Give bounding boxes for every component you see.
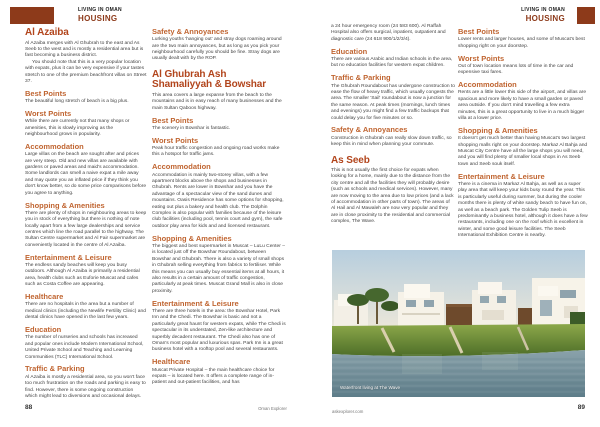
paragraph: Rents are a little lower this side of the airport, and villas are spacious and more likely to have a small garden or paved area outside. If you don't mind travelling a few extra minutes, this is a great opportunity to live in a much bigger villa at a lower price. xyxy=(458,90,587,121)
section-heading: Worst Points xyxy=(25,109,72,118)
paragraph: Lurking youths 'hanging out' and stray dogs roaming around are the two main annoyances, but as long as you pick your neighbourhood carefully you should be fine. Stray dogs are usually dealt with by the ROP. xyxy=(152,37,282,62)
paragraph: The endless sandy beaches will keep you busy outdoors. Although Al Azaiba is primarily a residential area, health clubs such as Euforie Muscat and cafes such as Costa Coffee are appearing. xyxy=(25,263,140,288)
section-heading: Entertainment & Leisure xyxy=(152,298,239,308)
paragraph: The scenery in Bowshar is fantastic. xyxy=(152,125,231,131)
paragraph: It doesn't get much better than having Muscat's two largest shopping malls right on your doorstep. Markaz Al Bahja and Muscat City Centre have all the large shops you will need, and you will find plenty of smaller local shops in As Seeb town and Seeb souk itself. xyxy=(458,136,588,167)
section-heading: Education xyxy=(331,46,368,56)
paragraph: While there are currently not that many shops or amenities, this is slowly improving as the neighbourhood grows in popularity. xyxy=(25,119,130,138)
paragraph: Accommodation is mainly two-storey villas, with a few apartment blocks above the shops and businesses in Ghubrah. Rents are lower in Bowshar and you have the advantage of a spectacular view of the sand dunes and mountains. Oasis Residence has some options for shopping, eating out plus a bakery and health club. The Dolphin Complex is also popular with families because of the leisure club facilities (including pool, tennis court and gym), the safe outdoor play area for kids and and licensed restaurant. xyxy=(152,172,284,229)
area-heading: As Seeb xyxy=(331,154,370,166)
paragraph: The Ghubrah Roundabout has undergone construction to ease the flow of heavy traffic, which usually congests the area. The smaller 'Sail' roundabout is now a junction for the same reason. At peak times (mornings, lunch times and evenings) you might find a few traffic backups that could delay you for five minutes or so. xyxy=(331,83,455,121)
paragraph: Construction in Ghubrah can really slow down traffic, so keep this in mind when planning your commute. xyxy=(331,135,452,148)
photo-caption: Waterfront living at The Wave xyxy=(340,385,401,390)
section-heading: Safety & Annoyances xyxy=(331,125,408,135)
section-heading: Traffic & Parking xyxy=(25,364,85,374)
page-number-left: 88 xyxy=(25,404,33,411)
header-title-right: HOUSING xyxy=(525,13,565,23)
section-heading: Worst Points xyxy=(152,135,199,145)
section-heading: Best Points xyxy=(152,115,194,125)
paragraph: There is a cinema in Markaz Al Bahja, as well as a super play area that will keep your kids busy round the year. This is particularly useful during summer, but during the cooler months there is plenty of white sandy beach to have fun on, as well as a beach park. The Golden Tulip Seeb is predominantly a business hotel, although it does have a few restaurants, including one on the roof which is excellent in winter, and some good leisure facilities. The Seeb International Exhibition Centre is nearby. xyxy=(458,181,588,239)
wave-photo-illustration xyxy=(332,250,585,397)
paragraph: There are plenty of shops in neighbouring areas to keep you in stock of everything but there is nothing of note locally apart from a few large dealerships and service centres which line the road parallel to the highway. The Sultan Centre supermarket and Al Fair supermarket are conveniently located in the centre of Al Azaiba. xyxy=(25,210,147,248)
paragraph: This is not usually the first choice for expats when looking for a home, mainly due to the distance from the city centre and all the facilities they will probably desire (such as schools and medical services). However, many are now moving to the area due to low prices (and a lack of accommodation in other parts of town). The areas of Al Hail and Al Mawaleh are now very popular and they are in close proximity to the residential and commercial complex, The Wave. xyxy=(331,168,454,225)
section-heading: Entertainment & Leisure xyxy=(25,252,112,262)
section-heading: Traffic & Parking xyxy=(331,73,391,83)
section-heading: Worst Points xyxy=(458,53,505,63)
area-heading: Al Azaiba xyxy=(25,27,69,38)
footer-brand-left: Oman Explorer xyxy=(258,406,287,411)
page-header-left xyxy=(78,8,122,23)
section-heading: Healthcare xyxy=(152,357,191,367)
right-page-column-1 xyxy=(331,24,455,226)
section-heading: Healthcare xyxy=(25,292,64,302)
paragraph: Peak hour traffic congestion and ongoing road works make this a hotspot for traffic jams. xyxy=(152,146,280,158)
paragraph: There are three hotels in the area: the Bowshar Hotel, Park Inn and the Chedi. The Bowshar is basic and not a particularly great haunt for western expats, while The Chedi is spectacular in its understated, Zen-like architecture and superbly decadent restaurant. The Chedi also has one of Oman's most popular and luxurious spas. Park Inn is a great business hotel with a rooftop pool and several restaurants. xyxy=(152,308,286,353)
paragraph: Al Azaiba is mostly a residential area, so you won't face too much frustration on the roads and parking is easy to find. However, there is some ongoing construction which might lead to diversions and occasional delays. xyxy=(25,374,146,399)
footer-brand-right: askexplorer.com xyxy=(332,409,364,414)
paragraph: Large villas on the beach are sought after and prices are very steep. Old and new villas are available with gardens or paved areas and maid's accommodation. Some landlords can smell a naive expat a mile away and may quote you an inflated price if they think you don't know better, so do some price comparisons before you agree to anything. xyxy=(25,152,147,196)
header-title-left: HOUSING xyxy=(78,13,118,23)
right-page-column-2 xyxy=(458,28,589,240)
page-header-right xyxy=(455,8,565,23)
section-heading: Best Points xyxy=(458,27,500,36)
left-page-column-1 xyxy=(25,28,147,400)
area-heading: Al Ghubrah Ash Shamaliyyah & Bowshar xyxy=(152,68,267,91)
paragraph: This area covers a large expanse from the beach to the mountains and is in easy reach of many businesses and the main Sultan Qaboos highway. xyxy=(152,92,282,111)
section-heading: Entertainment & Leisure xyxy=(458,171,545,181)
section-heading: Shopping & Amenities xyxy=(458,125,538,135)
header-kicker-right: LIVING IN OMAN xyxy=(521,7,565,13)
section-heading: Accommodation xyxy=(458,80,517,90)
paragraph: There are various Arabic and Indian schools in the area, but no education facilities for western expat children. xyxy=(331,56,453,69)
paragraph: Lower rents and larger houses, and some of Muscat's best shopping right on your doorstep. xyxy=(458,37,585,49)
paragraph: Out of town location means lots of time in the car and expensive taxi fares. xyxy=(458,63,574,76)
wave-waterfront-photo xyxy=(332,250,585,397)
paragraph: There are no hospitals in the area but a number of medical clinics (including the Newlife Fertility Clinic) and dental clinics have opened in the last few years. xyxy=(25,302,146,321)
section-heading: Safety & Annoyances xyxy=(152,27,229,36)
left-page-column-2 xyxy=(152,28,286,387)
paragraph: Al Azaiba merges with Al Ghubrah to the east and As Seeb to the west and is mostly a residential area but is fast becoming a business district. xyxy=(25,40,144,59)
header-tab-left xyxy=(10,7,54,24)
paragraph: The beautiful long stretch of beach is a big plus. xyxy=(25,99,129,105)
section-heading: Education xyxy=(25,325,62,335)
section-heading: Accommodation xyxy=(25,141,84,151)
paragraph: You should note that this is a very popular location with expats, plus it can be very expensive if your tastes stretch to one of the premium beachfront villas on Street 37. xyxy=(25,59,147,84)
section-heading: Shopping & Amenities xyxy=(152,233,232,243)
page-number-right: 89 xyxy=(577,404,585,411)
header-tab-right xyxy=(577,7,595,24)
paragraph: a 24 hour emergency room (24 583 600). Al Raffah Hospital also offers surgical, inpatient, outpatient and diagnostic care (24 618 900/1/2/3/4). xyxy=(331,24,446,42)
section-heading: Best Points xyxy=(25,88,67,98)
section-heading: Accommodation xyxy=(152,162,211,172)
paragraph: Muscat Private Hospital – the main healthcare choice for expats – is located here. It offers a complete range of in-patient and out-patient facilities, and has xyxy=(152,367,275,386)
header-kicker-left: LIVING IN OMAN xyxy=(78,7,122,13)
paragraph: The biggest and best supermarket in Muscat – LuLu Center – is located just off the Bowshar Roundabout, between Bowshar and Ghubrah. There is also a variety of small shops in Ghubrah selling everything from fabrics to fertiliser. While this means you can usually buy essential items at all hours, it also results in a certain amount of traffic congestion, particularly at peak times. Muscat Grand Mall is also in close proximity. xyxy=(152,243,285,294)
section-heading: Shopping & Amenities xyxy=(25,200,105,210)
paragraph: The number of nurseries and schools has increased and popular ones include Modern International School, United Private School and Teaching and Learning Communities (TLC) International School. xyxy=(25,335,144,360)
